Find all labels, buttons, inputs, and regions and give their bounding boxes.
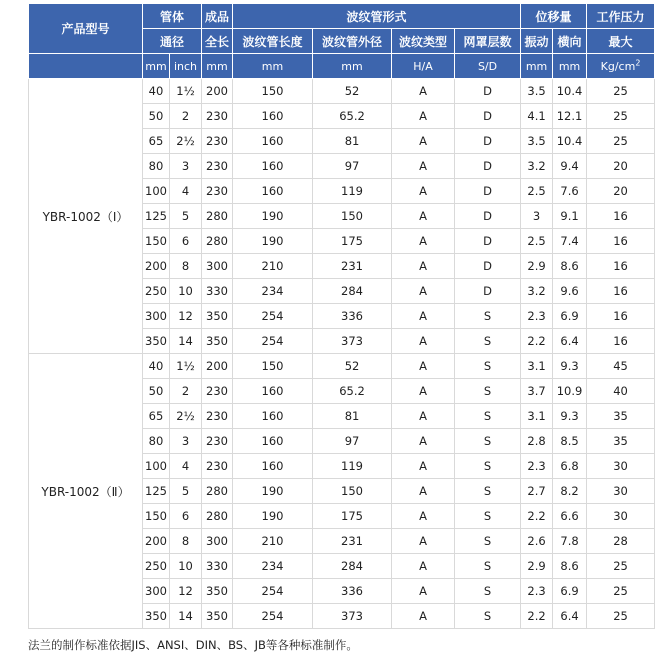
cell-dn-inch: 6: [170, 504, 202, 529]
cell-dn-mm: 250: [143, 279, 170, 304]
cell-dn-mm: 150: [143, 504, 170, 529]
cell-dn-mm: 125: [143, 479, 170, 504]
cell-mesh-layers: S: [455, 579, 521, 604]
cell-bellows-od: 284: [313, 279, 392, 304]
cell-bellows-od: 119: [313, 179, 392, 204]
cell-mesh-layers: S: [455, 454, 521, 479]
cell-vibration: 2.6: [521, 529, 553, 554]
cell-total-length: 230: [202, 379, 233, 404]
unit-bellows-od: mm: [313, 54, 392, 79]
cell-bellows-type: A: [392, 354, 455, 379]
header-vibration: 振动: [521, 29, 553, 54]
cell-max-pressure: 16: [587, 229, 655, 254]
unit-type: H/A: [392, 54, 455, 79]
cell-lateral: 8.2: [553, 479, 587, 504]
cell-bellows-length: 160: [233, 129, 313, 154]
cell-dn-inch: 2½: [170, 404, 202, 429]
cell-bellows-od: 97: [313, 154, 392, 179]
cell-max-pressure: 16: [587, 279, 655, 304]
cell-bellows-od: 150: [313, 204, 392, 229]
cell-lateral: 6.9: [553, 579, 587, 604]
cell-bellows-od: 336: [313, 579, 392, 604]
cell-dn-mm: 80: [143, 429, 170, 454]
header-bellows-type: 波纹类型: [392, 29, 455, 54]
cell-mesh-layers: S: [455, 604, 521, 629]
cell-bellows-od: 373: [313, 329, 392, 354]
cell-dn-inch: 12: [170, 304, 202, 329]
cell-lateral: 9.6: [553, 279, 587, 304]
cell-bellows-length: 234: [233, 554, 313, 579]
header-pipe-body: 管体: [143, 4, 202, 29]
cell-bellows-od: 119: [313, 454, 392, 479]
cell-mesh-layers: D: [455, 254, 521, 279]
cell-total-length: 230: [202, 454, 233, 479]
cell-bellows-length: 210: [233, 254, 313, 279]
cell-bellows-length: 190: [233, 504, 313, 529]
cell-dn-mm: 350: [143, 329, 170, 354]
cell-bellows-od: 150: [313, 479, 392, 504]
units-row: [29, 54, 655, 79]
cell-dn-mm: 65: [143, 129, 170, 154]
cell-mesh-layers: D: [455, 179, 521, 204]
cell-bellows-length: 234: [233, 279, 313, 304]
cell-total-length: 330: [202, 279, 233, 304]
cell-dn-inch: 2: [170, 104, 202, 129]
cell-total-length: 230: [202, 154, 233, 179]
cell-mesh-layers: S: [455, 304, 521, 329]
unit-pressure: [587, 54, 655, 79]
cell-bellows-length: 190: [233, 229, 313, 254]
cell-vibration: 2.2: [521, 604, 553, 629]
cell-dn-inch: 5: [170, 479, 202, 504]
header-bellows-outer-diameter: 波纹管外径: [313, 29, 392, 54]
cell-dn-inch: 6: [170, 229, 202, 254]
cell-bellows-od: 81: [313, 404, 392, 429]
cell-lateral: 7.4: [553, 229, 587, 254]
cell-total-length: 350: [202, 329, 233, 354]
cell-dn-mm: 200: [143, 529, 170, 554]
cell-dn-mm: 125: [143, 204, 170, 229]
cell-dn-mm: 65: [143, 404, 170, 429]
table-row: [29, 354, 655, 379]
cell-vibration: 3.1: [521, 354, 553, 379]
cell-dn-inch: 4: [170, 454, 202, 479]
cell-dn-mm: 200: [143, 254, 170, 279]
cell-bellows-type: A: [392, 454, 455, 479]
cell-max-pressure: 35: [587, 404, 655, 429]
cell-bellows-od: 336: [313, 304, 392, 329]
cell-max-pressure: 25: [587, 604, 655, 629]
cell-mesh-layers: D: [455, 129, 521, 154]
cell-bellows-length: 190: [233, 204, 313, 229]
cell-lateral: 10.4: [553, 129, 587, 154]
cell-dn-inch: 3: [170, 429, 202, 454]
cell-lateral: 6.6: [553, 504, 587, 529]
cell-bellows-length: 190: [233, 479, 313, 504]
table-body: [29, 79, 655, 629]
cell-mesh-layers: S: [455, 529, 521, 554]
cell-bellows-length: 160: [233, 154, 313, 179]
cell-max-pressure: 16: [587, 204, 655, 229]
cell-dn-inch: 2: [170, 379, 202, 404]
cell-lateral: 8.6: [553, 554, 587, 579]
header-total-length: 全长: [202, 29, 233, 54]
cell-lateral: 6.9: [553, 304, 587, 329]
cell-bellows-type: A: [392, 554, 455, 579]
cell-total-length: 350: [202, 304, 233, 329]
unit-layers: S/D: [455, 54, 521, 79]
cell-vibration: 2.3: [521, 454, 553, 479]
cell-dn-mm: 80: [143, 154, 170, 179]
header-max: 最大: [587, 29, 655, 54]
cell-max-pressure: 16: [587, 254, 655, 279]
cell-vibration: 3: [521, 204, 553, 229]
cell-bellows-type: A: [392, 104, 455, 129]
cell-dn-inch: 5: [170, 204, 202, 229]
unit-length: mm: [202, 54, 233, 79]
cell-bellows-length: 150: [233, 354, 313, 379]
cell-bellows-type: A: [392, 329, 455, 354]
cell-lateral: 9.3: [553, 404, 587, 429]
cell-dn-mm: 40: [143, 79, 170, 104]
unit-vibration: mm: [521, 54, 553, 79]
unit-pressure-exp: 2: [635, 57, 641, 67]
cell-vibration: 2.8: [521, 429, 553, 454]
cell-lateral: 8.6: [553, 254, 587, 279]
cell-bellows-od: 231: [313, 254, 392, 279]
cell-bellows-type: A: [392, 79, 455, 104]
cell-lateral: 12.1: [553, 104, 587, 129]
cell-lateral: 6.4: [553, 329, 587, 354]
cell-mesh-layers: S: [455, 404, 521, 429]
cell-vibration: 4.1: [521, 104, 553, 129]
cell-bellows-od: 373: [313, 604, 392, 629]
cell-mesh-layers: S: [455, 479, 521, 504]
cell-total-length: 230: [202, 129, 233, 154]
cell-vibration: 3.5: [521, 129, 553, 154]
cell-bellows-length: 254: [233, 579, 313, 604]
cell-bellows-length: 210: [233, 529, 313, 554]
header-bellows-length: 波纹管长度: [233, 29, 313, 54]
cell-dn-inch: 1½: [170, 79, 202, 104]
cell-dn-mm: 50: [143, 379, 170, 404]
cell-vibration: 3.2: [521, 279, 553, 304]
cell-bellows-type: A: [392, 154, 455, 179]
cell-total-length: 200: [202, 354, 233, 379]
cell-bellows-type: A: [392, 529, 455, 554]
cell-bellows-length: 254: [233, 304, 313, 329]
cell-vibration: 2.3: [521, 304, 553, 329]
cell-dn-mm: 100: [143, 454, 170, 479]
cell-total-length: 280: [202, 504, 233, 529]
header-nominal-diameter: 通径: [143, 29, 202, 54]
cell-max-pressure: 35: [587, 429, 655, 454]
cell-mesh-layers: D: [455, 154, 521, 179]
cell-lateral: 8.5: [553, 429, 587, 454]
cell-total-length: 230: [202, 179, 233, 204]
cell-max-pressure: 20: [587, 154, 655, 179]
header-lateral: 横向: [553, 29, 587, 54]
cell-dn-inch: 10: [170, 554, 202, 579]
header-mesh-layers: 网罩层数: [455, 29, 521, 54]
cell-bellows-length: 160: [233, 179, 313, 204]
cell-bellows-length: 254: [233, 604, 313, 629]
cell-vibration: 2.9: [521, 554, 553, 579]
cell-bellows-type: A: [392, 304, 455, 329]
cell-dn-mm: 50: [143, 104, 170, 129]
cell-max-pressure: 28: [587, 529, 655, 554]
cell-bellows-type: A: [392, 479, 455, 504]
cell-dn-mm: 40: [143, 354, 170, 379]
cell-dn-mm: 300: [143, 579, 170, 604]
cell-bellows-type: A: [392, 379, 455, 404]
cell-vibration: 2.3: [521, 579, 553, 604]
cell-bellows-length: 160: [233, 104, 313, 129]
cell-bellows-type: A: [392, 404, 455, 429]
cell-vibration: 2.5: [521, 229, 553, 254]
cell-max-pressure: 30: [587, 454, 655, 479]
cell-bellows-type: A: [392, 229, 455, 254]
cell-bellows-od: 81: [313, 129, 392, 154]
cell-dn-mm: 100: [143, 179, 170, 204]
cell-max-pressure: 45: [587, 354, 655, 379]
cell-lateral: 9.4: [553, 154, 587, 179]
unit-pressure-base: Kg/cm: [600, 59, 636, 73]
cell-max-pressure: 30: [587, 479, 655, 504]
spec-table: [28, 3, 655, 629]
cell-total-length: 230: [202, 104, 233, 129]
unit-dn-inch: inch: [170, 54, 202, 79]
cell-max-pressure: 16: [587, 304, 655, 329]
cell-bellows-od: 175: [313, 229, 392, 254]
cell-vibration: 2.5: [521, 179, 553, 204]
cell-vibration: 3.1: [521, 404, 553, 429]
unit-lateral: mm: [553, 54, 587, 79]
cell-vibration: 2.9: [521, 254, 553, 279]
header-displacement: 位移量: [521, 4, 587, 29]
cell-lateral: 6.4: [553, 604, 587, 629]
cell-total-length: 280: [202, 204, 233, 229]
header-finished: 成品: [202, 4, 233, 29]
cell-lateral: 9.3: [553, 354, 587, 379]
cell-total-length: 300: [202, 529, 233, 554]
cell-vibration: 3.7: [521, 379, 553, 404]
cell-max-pressure: 25: [587, 79, 655, 104]
cell-vibration: 3.2: [521, 154, 553, 179]
cell-total-length: 230: [202, 429, 233, 454]
cell-bellows-type: A: [392, 129, 455, 154]
cell-dn-inch: 8: [170, 254, 202, 279]
cell-max-pressure: 20: [587, 179, 655, 204]
cell-mesh-layers: S: [455, 354, 521, 379]
cell-total-length: 300: [202, 254, 233, 279]
table-header: [29, 4, 655, 79]
cell-total-length: 200: [202, 79, 233, 104]
cell-bellows-od: 52: [313, 354, 392, 379]
cell-dn-inch: 14: [170, 604, 202, 629]
cell-dn-inch: 10: [170, 279, 202, 304]
cell-lateral: 9.1: [553, 204, 587, 229]
cell-dn-mm: 250: [143, 554, 170, 579]
cell-lateral: 10.4: [553, 79, 587, 104]
cell-bellows-type: A: [392, 504, 455, 529]
cell-mesh-layers: D: [455, 279, 521, 304]
cell-dn-inch: 1½: [170, 354, 202, 379]
cell-total-length: 330: [202, 554, 233, 579]
cell-mesh-layers: S: [455, 504, 521, 529]
cell-dn-inch: 4: [170, 179, 202, 204]
cell-total-length: 350: [202, 579, 233, 604]
spec-table-wrapper: [28, 3, 655, 629]
cell-total-length: 280: [202, 229, 233, 254]
cell-max-pressure: 25: [587, 579, 655, 604]
cell-mesh-layers: S: [455, 329, 521, 354]
table-row: [29, 79, 655, 104]
model-cell: YBR-1002（Ⅰ）: [29, 79, 143, 354]
cell-bellows-length: 160: [233, 429, 313, 454]
cell-mesh-layers: S: [455, 554, 521, 579]
cell-bellows-od: 65.2: [313, 104, 392, 129]
cell-vibration: 2.2: [521, 329, 553, 354]
cell-max-pressure: 25: [587, 129, 655, 154]
cell-bellows-length: 160: [233, 379, 313, 404]
cell-bellows-length: 254: [233, 329, 313, 354]
cell-bellows-od: 97: [313, 429, 392, 454]
cell-dn-inch: 12: [170, 579, 202, 604]
cell-vibration: 3.5: [521, 79, 553, 104]
cell-vibration: 2.7: [521, 479, 553, 504]
cell-mesh-layers: D: [455, 229, 521, 254]
cell-bellows-type: A: [392, 254, 455, 279]
cell-lateral: 7.6: [553, 179, 587, 204]
cell-lateral: 7.8: [553, 529, 587, 554]
units-model-spacer: [29, 54, 143, 79]
cell-bellows-type: A: [392, 279, 455, 304]
unit-dn-mm: mm: [143, 54, 170, 79]
cell-dn-mm: 150: [143, 229, 170, 254]
cell-dn-inch: 2½: [170, 129, 202, 154]
cell-total-length: 230: [202, 404, 233, 429]
cell-mesh-layers: D: [455, 104, 521, 129]
cell-bellows-type: A: [392, 179, 455, 204]
cell-lateral: 10.9: [553, 379, 587, 404]
cell-dn-inch: 14: [170, 329, 202, 354]
cell-dn-inch: 3: [170, 154, 202, 179]
cell-dn-mm: 350: [143, 604, 170, 629]
cell-bellows-length: 160: [233, 454, 313, 479]
cell-total-length: 350: [202, 604, 233, 629]
cell-bellows-type: A: [392, 429, 455, 454]
cell-max-pressure: 40: [587, 379, 655, 404]
cell-max-pressure: 30: [587, 504, 655, 529]
cell-mesh-layers: D: [455, 204, 521, 229]
cell-max-pressure: 25: [587, 554, 655, 579]
cell-bellows-od: 284: [313, 554, 392, 579]
cell-mesh-layers: S: [455, 429, 521, 454]
cell-dn-inch: 8: [170, 529, 202, 554]
cell-bellows-od: 231: [313, 529, 392, 554]
cell-bellows-od: 52: [313, 79, 392, 104]
cell-bellows-length: 160: [233, 404, 313, 429]
unit-bellows-length: mm: [233, 54, 313, 79]
cell-max-pressure: 16: [587, 329, 655, 354]
header-bellows-form: 波纹管形式: [233, 4, 521, 29]
model-cell: YBR-1002（Ⅱ）: [29, 354, 143, 629]
cell-dn-mm: 300: [143, 304, 170, 329]
cell-lateral: 6.8: [553, 454, 587, 479]
header-model: 产品型号: [29, 4, 143, 54]
header-working-pressure: 工作压力: [587, 4, 655, 29]
cell-vibration: 2.2: [521, 504, 553, 529]
cell-mesh-layers: S: [455, 379, 521, 404]
footnote: 法兰的制作标准依据JIS、ANSI、DIN、BS、JB等各种标准制作。: [28, 638, 358, 652]
cell-bellows-type: A: [392, 204, 455, 229]
cell-max-pressure: 25: [587, 104, 655, 129]
cell-bellows-type: A: [392, 604, 455, 629]
cell-bellows-type: A: [392, 579, 455, 604]
cell-mesh-layers: D: [455, 79, 521, 104]
cell-bellows-od: 65.2: [313, 379, 392, 404]
cell-bellows-od: 175: [313, 504, 392, 529]
cell-bellows-length: 150: [233, 79, 313, 104]
cell-total-length: 280: [202, 479, 233, 504]
